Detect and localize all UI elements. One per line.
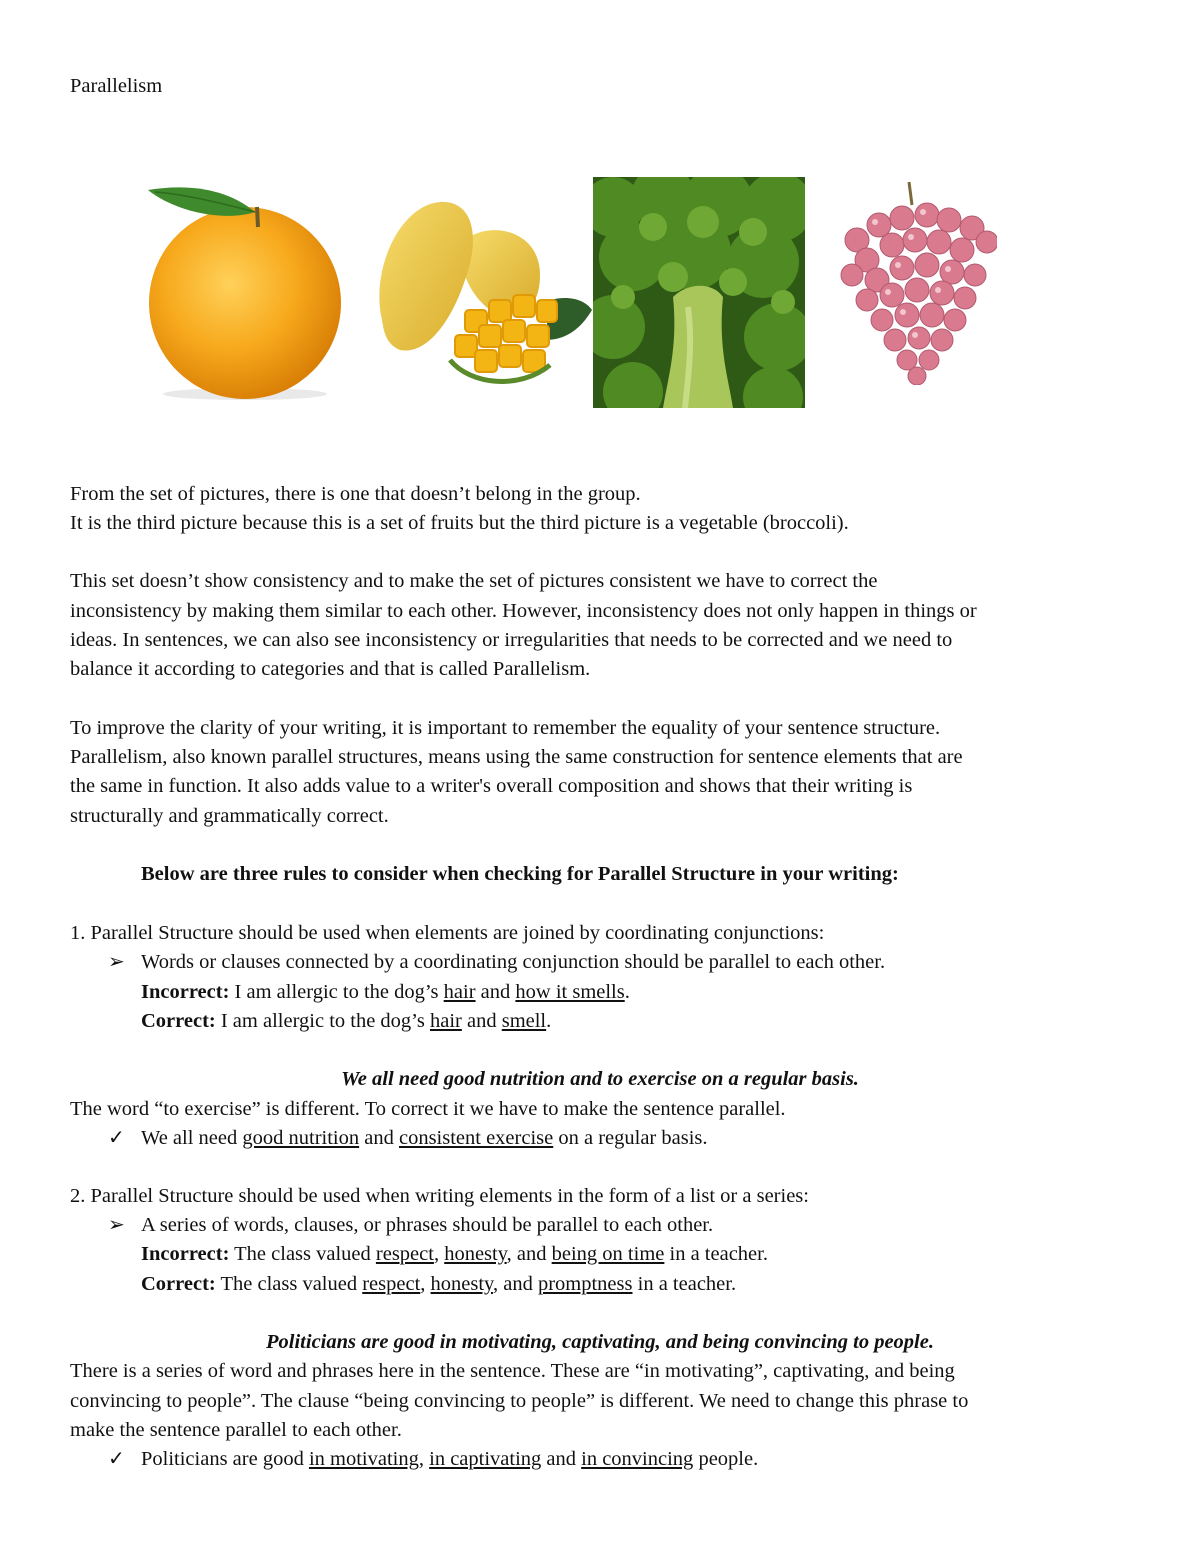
rule1-fix: We all need good nutrition and consistent exercise on a regular basis. [141,1127,708,1149]
rule2-explanation-2: convincing to people”. The clause “being convincing to people” is different. We need to change this phrase to [70,1390,969,1412]
arrow-bullet-icon: ➢ [108,951,125,973]
rules-heading: Below are three rules to consider when checking for Parallel Structure in your writing: [141,863,899,885]
checkmark-icon: ✓ [108,1448,125,1470]
rule2-fix: Politicians are good in motivating, in captivating and in convincing people. [141,1448,759,1470]
broccoli-image [593,177,805,408]
orange-image [145,182,345,402]
para1-line-3: ideas. In sentences, we can also see inconsistency or irregularities that needs to be corrected and we need to [70,629,953,651]
para2-line-3: the same in function. It also adds value to a writer's overall composition and shows that their writing is [70,775,913,797]
checkmark-icon: ✓ [108,1127,125,1149]
rule1-explanation: The word “to exercise” is different. To correct it we have to make the sentence parallel. [70,1098,786,1120]
correct-label: Correct: [141,1010,216,1032]
rule2-title: 2. Parallel Structure should be used when writing elements in the form of a list or a series: [70,1185,809,1207]
incorrect-label: Incorrect: [141,1243,230,1265]
para2-line-4: structurally and grammatically correct. [70,805,389,827]
para1-line-1: This set doesn’t show consistency and to make the set of pictures consistent we have to correct the [70,570,878,592]
para2-line-2: Parallelism, also known parallel structures, means using the same construction for sentence elements that are [70,746,963,768]
rule2-incorrect: Incorrect: The class valued respect, honesty, and being on time in a teacher. [141,1243,768,1265]
correct-label: Correct: [141,1273,216,1295]
page-title: Parallelism [70,75,163,97]
rule1-title: 1. Parallel Structure should be used when elements are joined by coordinating conjunctions: [70,922,825,944]
rule1-bullet-text: Words or clauses connected by a coordinating conjunction should be parallel to each other. [141,951,886,973]
mango-image [370,200,592,405]
incorrect-label: Incorrect: [141,981,230,1003]
rule2-bullet-text: A series of words, clauses, or phrases should be parallel to each other. [141,1214,714,1236]
para2-line-1: To improve the clarity of your writing, it is important to remember the equality of your sentence structure. [70,717,941,739]
grapes-image [837,180,997,385]
intro-line-2: It is the third picture because this is a set of fruits but the third picture is a vegetable (broccoli). [70,512,849,534]
rule2-correct: Correct: The class valued respect, honesty, and promptness in a teacher. [141,1273,737,1295]
arrow-bullet-icon: ➢ [108,1214,125,1236]
rule1-correct: Correct: I am allergic to the dog’s hair and smell. [141,1010,552,1032]
para1-line-2: inconsistency by making them similar to each other. However, inconsistency does not only happen in things or [70,600,977,622]
intro-line-1: From the set of pictures, there is one that doesn’t belong in the group. [70,483,641,505]
para1-line-4: balance it according to categories and that is called Parallelism. [70,658,591,680]
rule1-example: We all need good nutrition and to exercise on a regular basis. [341,1068,859,1090]
rule2-explanation-1: There is a series of word and phrases here in the sentence. These are “in motivating”, captivating, and being [70,1360,955,1382]
rule2-example: Politicians are good in motivating, captivating, and being convincing to people. [266,1331,934,1353]
rule1-incorrect: Incorrect: I am allergic to the dog’s hair and how it smells. [141,981,630,1003]
rule2-explanation-3: make the sentence parallel to each other. [70,1419,402,1441]
